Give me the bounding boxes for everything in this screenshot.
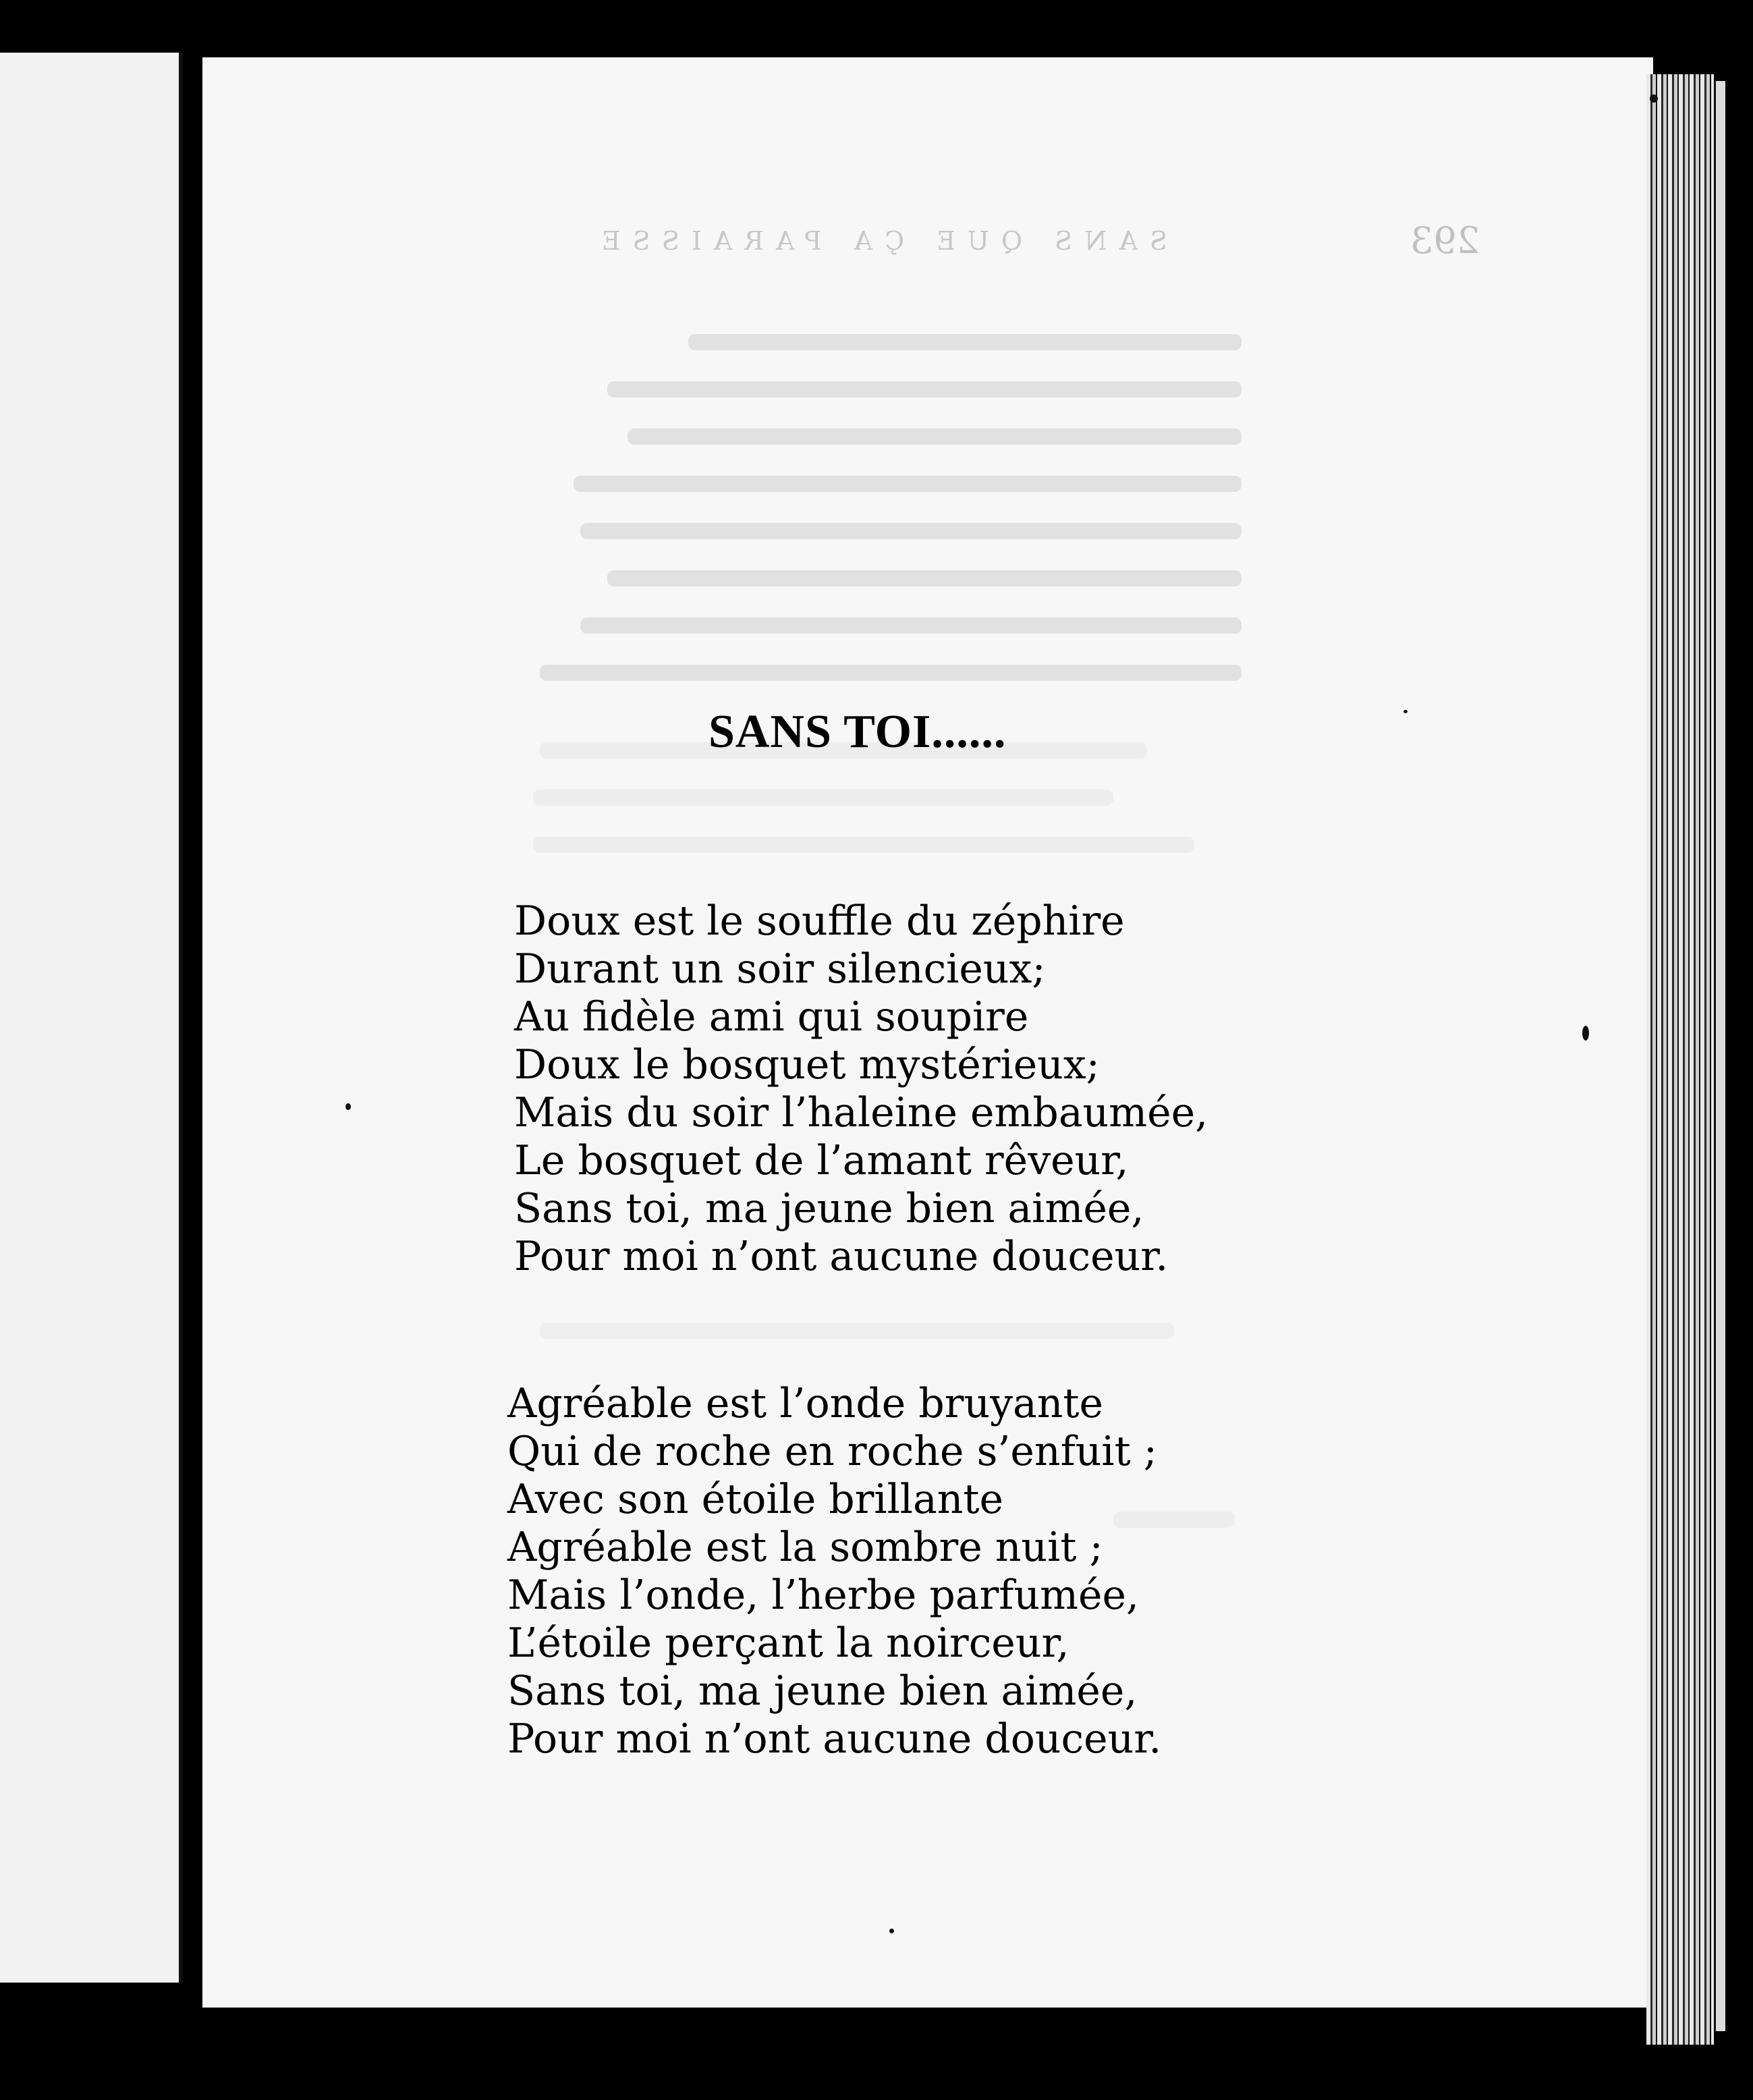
scan-speck <box>345 1103 351 1110</box>
verse-line: Sans toi, ma jeune bien aimée, <box>514 1185 1144 1232</box>
bleed-through-line <box>540 1323 1174 1339</box>
bleed-through-line <box>580 617 1242 634</box>
scan-speck <box>889 1929 894 1933</box>
bleed-through-line <box>607 381 1242 397</box>
verse-line: Pour moi n’ont aucune douceur. <box>507 1715 1162 1763</box>
scan-speck <box>1582 1026 1589 1041</box>
verse-line: Mais du soir l’haleine embaumée, <box>514 1089 1208 1136</box>
bleed-through-line <box>533 837 1194 853</box>
stanza-1 <box>514 897 1208 1281</box>
bleed-through-line <box>533 790 1113 806</box>
bleed-through-page-number: 293 <box>1410 219 1480 262</box>
stanza-2 <box>507 1380 1161 1763</box>
verse-line: Avec son étoile brillante <box>507 1476 1003 1523</box>
bleed-through-line <box>574 476 1242 492</box>
bleed-through-running-header: SANS QUE ÇA PARAISSE <box>589 226 1167 256</box>
scan-speck <box>1403 710 1408 713</box>
verse-line: Doux est le souffle du zéphire <box>514 897 1125 945</box>
verse-line: Sans toi, ma jeune bien aimée, <box>507 1667 1138 1715</box>
verse-line: Agréable est la sombre nuit ; <box>507 1524 1103 1571</box>
verse-line: Pour moi n’ont aucune douceur. <box>514 1233 1169 1280</box>
verse-line: Mais l’onde, l’herbe parfumée, <box>507 1572 1140 1619</box>
bleed-through-line <box>607 570 1242 586</box>
bleed-through-line <box>688 334 1242 350</box>
verse-line: Qui de roche en roche s’enfuit ; <box>507 1428 1158 1475</box>
verse-line: Le bosquet de l’amant rêveur, <box>514 1137 1129 1184</box>
page-stack-edges <box>1646 74 1714 2045</box>
poem-title: SANS TOI...... <box>708 706 1007 758</box>
verse-line: L’étoile perçant la noirceur, <box>507 1620 1069 1667</box>
scan-speck <box>1650 94 1658 103</box>
facing-page-edge <box>0 53 183 1983</box>
bleed-through-line <box>540 665 1242 681</box>
verse-line: Agréable est l’onde bruyante <box>507 1380 1104 1427</box>
bleed-through-line <box>628 429 1242 445</box>
verse-line: Durant un soir silencieux; <box>514 945 1046 993</box>
verse-line: Doux le bosquet mystérieux; <box>514 1041 1100 1088</box>
verse-line: Au fidèle ami qui soupire <box>514 993 1029 1041</box>
bleed-through-line <box>580 523 1242 539</box>
book-cover-edge <box>1714 81 1725 2031</box>
